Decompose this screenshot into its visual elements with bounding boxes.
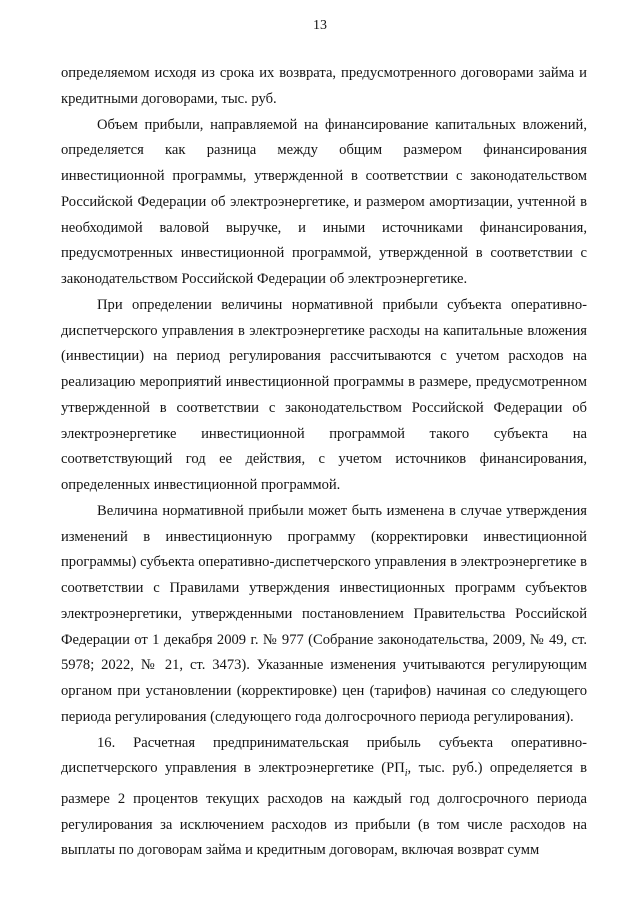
paragraph-capital-investment-profit: Объем прибыли, направляемой на финансирование капитальных вложений, определяется как разница между общим размером финансирования инвестиционной программы, утвержденной в соответствии с законодательством Российской Федерации об электроэнергетике, и размером амортизации, учтенной в необходимой валовой выручке, и иными источниками финансирования, предусмотренных инвестиционной программой, утвержденной в соответствии с законодательством Российской Федерации об электроэнергетике. bbox=[61, 116, 587, 287]
paragraph-16-rest: , тыс. руб.) определяется в размере 2 процентов текущих расходов на каждый год долгосрочного периода регулирования за исключением расходов из прибыли (в том числе расходов на выплаты по договорам займа и кредитным договорам, включая возврат сумм bbox=[61, 760, 587, 859]
paragraph-normative-profit-definition: При определении величины нормативной прибыли субъекта оперативно-диспетчерского управления в электроэнергетике расходы на капитальные вложения (инвестиции) на период регулирования рассчитываются с учетом расходов на реализацию мероприятий инвестиционной программы в размере, предусмотренном утвержденной в соответствии с законодательством Российской Федерации об электроэнергетике инвестиционной программой такого субъекта на соответствующий год ее действия, с учетом источников финансирования, определенных инвестиционной программой. bbox=[61, 296, 587, 493]
page-number: 13 bbox=[313, 18, 327, 33]
rp-subscript: i bbox=[404, 768, 408, 780]
paragraph-continuation: определяемом исходя из срока их возврата, предусмотренного договорами займа и кредитными договорами, тыс. руб. bbox=[61, 65, 587, 107]
document-body bbox=[61, 61, 587, 864]
paragraph-normative-profit-change: Величина нормативной прибыли может быть изменена в случае утверждения изменений в инвестиционную программу (корректировки инвестиционной программы) субъекта оперативно-диспетчерского управления в электроэнергетике в соответствии с Правилами утверждения инвестиционных программ субъектов электроэнергетики, утвержденными постановлением Правительства Российской Федерации от 1 декабря 2009 г. № 977 (Собрание законодательства, 2009, № 49, ст. 5978; 2022, № 21, ст. 3473). Указанные изменения учитываются регулирующим органом при установлении (корректировке) цен (тарифов) начиная со следующего периода регулирования (следующего года долгосрочного периода регулирования). bbox=[61, 502, 587, 725]
paragraph-16-start: 16. Расчетная предпринимательская прибыль субъекта оперативно-диспетчерского управления в электроэнергетике (РП bbox=[61, 734, 587, 777]
paragraph-16 bbox=[61, 731, 587, 865]
